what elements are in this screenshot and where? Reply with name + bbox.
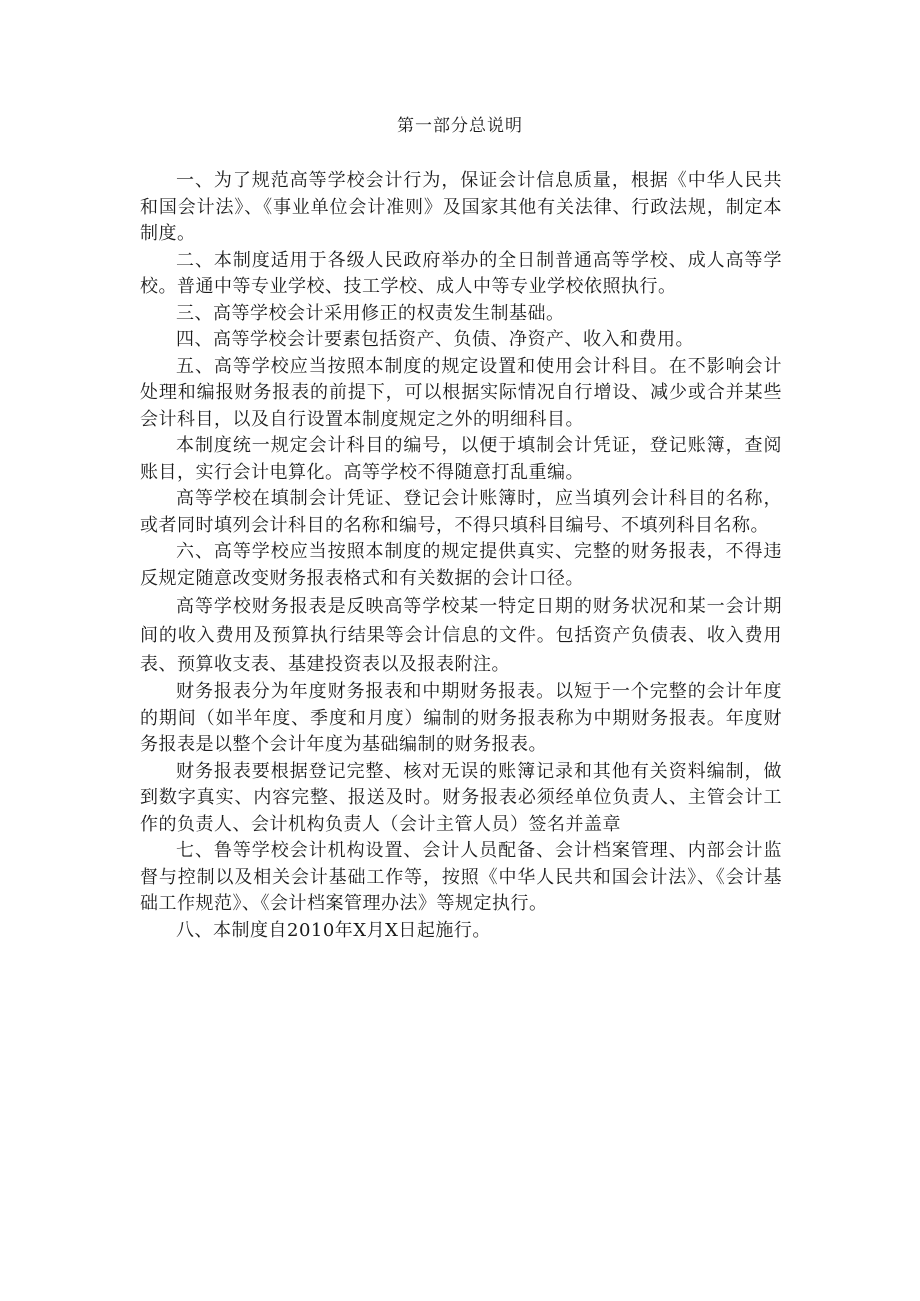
paragraph-3: 三、高等学校会计采用修正的权责发生制基础。 [176,302,565,324]
document-body [140,168,782,944]
paragraph-4: 四、高等学校会计要素包括资产、负债、净资产、收入和费用。 [176,329,694,350]
document-title: 第一部分总说明 [397,116,523,136]
paragraph-11: 财务报表要根据登记完整、核对无误的账簿记录和其他有关资料编制，做到数字真实、内容完整、报送及时。财务报表必须经单位负责人、主管会计工作的负责人、会计机构负责人（会计主管人员）签名并盖章 [140,760,782,835]
paragraph-2: 二、本制度适用于各级人民政府举办的全日制普通高等学校、成人高等学校。普通中等专业学校、技工学校、成人中等专业学校依照执行。 [140,249,782,297]
paragraph-13: 八、本制度自2010年X月X日起施行。 [176,919,491,941]
paragraph-12: 七、鲁等学校会计机构设置、会计人员配备、会计档案管理、内部会计监督与控制以及相关会计基础工作等，按照《中华人民共和国会计法》、《会计基础工作规范》、《会计档案管理办法》等规定执行。 [140,840,782,914]
paragraph-9: 高等学校财务报表是反映高等学校某一特定日期的财务状况和某一会计期间的收入费用及预算执行结果等会计信息的文件。包括资产负债表、收入费用表、预算收支表、基建投资表以及报表附注。 [140,596,782,675]
paragraph-10: 财务报表分为年度财务报表和中期财务报表。以短于一个完整的会计年度的期间（如半年度、季度和月度）编制的财务报表称为中期财务报表。年度财务报表是以整个会计年度为基础编制的财务报表。 [140,681,782,755]
paragraph-8: 六、高等学校应当按照本制度的规定提供真实、完整的财务报表，不得违反规定随意改变财务报表格式和有关数据的会计口径。 [140,541,782,589]
paragraph-1: 一、为了规范高等学校会计行为，保证会计信息质量，根据《中华人民共和国会计法》、《事业单位会计准则》及国家其他有关法律、行政法规，制定本制度。 [140,170,782,244]
paragraph-6: 本制度统一规定会计科目的编号，以便于填制会计凭证，登记账簿，查阅账目，实行会计电算化。高等学校不得随意打乱重编。 [140,435,782,483]
paragraph-5: 五、高等学校应当按照本制度的规定设置和使用会计科目。在不影响会计处理和编报财务报表的前提下，可以根据实际情况自行增设、减少或合并某些会计科目，以及自行设置本制度规定之外的明细科目。 [140,355,782,430]
paragraph-7: 高等学校在填制会计凭证、登记会计账簿时，应当填列会计科目的名称，或者同时填列会计科目的名称和编号，不得只填科目编号、不填列科目名称。 [140,488,782,536]
